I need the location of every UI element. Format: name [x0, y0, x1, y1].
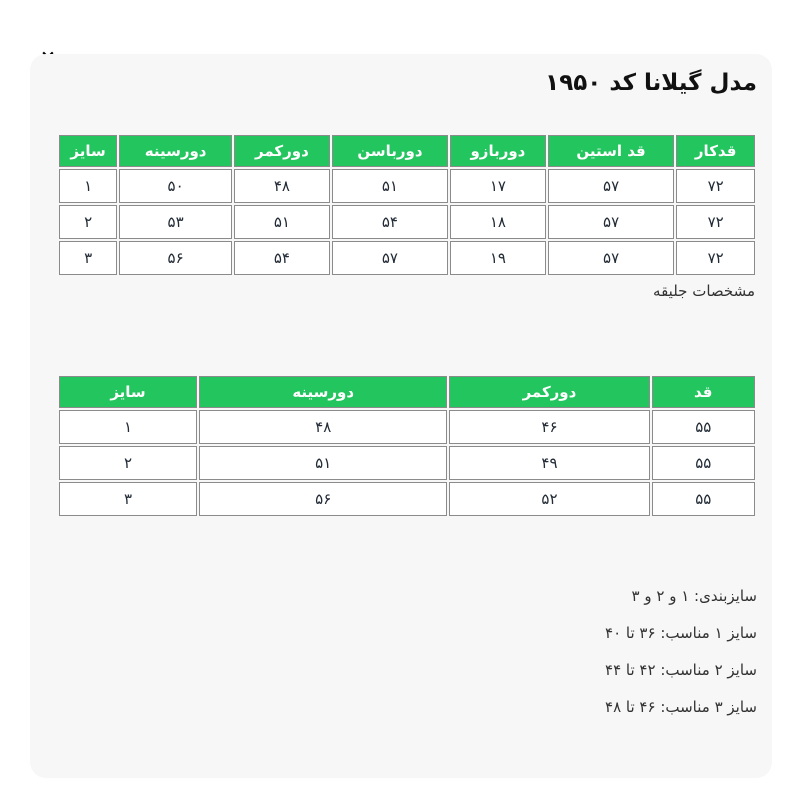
table-cell: ۱۸: [450, 205, 546, 239]
table-cell: ۱: [59, 410, 197, 444]
table-cell: ۴۹: [449, 446, 649, 480]
table-cell: ۵۴: [234, 241, 330, 275]
table-row: [59, 482, 755, 516]
table-cell: ۱۷: [450, 169, 546, 203]
table-cell: ۱۹: [450, 241, 546, 275]
table-cell: ۲: [59, 205, 117, 239]
table-cell: ۳: [59, 241, 117, 275]
table-cell: ۵۱: [199, 446, 447, 480]
vest-table: [57, 374, 757, 518]
table-cell: ۵۶: [199, 482, 447, 516]
column-header: دورکمر: [234, 135, 330, 167]
table-cell: ۵۵: [652, 410, 756, 444]
table-cell: ۵۱: [234, 205, 330, 239]
table-cell: ۴۶: [449, 410, 649, 444]
column-header: دورسینه: [119, 135, 232, 167]
table-cell: ۵۴: [332, 205, 448, 239]
column-header: دوربازو: [450, 135, 546, 167]
table-row: [59, 169, 755, 203]
table-cell: ۴۸: [234, 169, 330, 203]
table-cell: ۵۳: [119, 205, 232, 239]
measurements-table: [57, 133, 757, 277]
table-cell: ۵۶: [119, 241, 232, 275]
table-header-row: [59, 135, 755, 167]
column-header: سایز: [59, 376, 197, 408]
column-header: دورکمر: [449, 376, 649, 408]
table-cell: ۵۰: [119, 169, 232, 203]
column-header: قدکار: [676, 135, 755, 167]
sizing-note: سایز ۱ مناسب: ۳۶ تا ۴۰: [605, 624, 757, 642]
table-cell: ۵۵: [652, 482, 756, 516]
modal-title: مدل گیلانا کد ۱۹۵۰: [545, 70, 757, 96]
column-header: دورسینه: [199, 376, 447, 408]
table-row: [59, 241, 755, 275]
sizing-note: سایز ۳ مناسب: ۴۶ تا ۴۸: [605, 698, 757, 716]
table-header-row: [59, 376, 755, 408]
sizing-note: سایزبندی: ۱ و ۲ و ۳: [631, 587, 757, 605]
table-cell: ۲: [59, 446, 197, 480]
table-cell: ۷۲: [676, 241, 755, 275]
table-cell: ۵۲: [449, 482, 649, 516]
table-cell: ۵۷: [548, 205, 675, 239]
table-cell: ۵۷: [548, 241, 675, 275]
table-row: [59, 446, 755, 480]
column-header: قد استین: [548, 135, 675, 167]
sizing-notes: [57, 578, 757, 726]
column-header: دورباسن: [332, 135, 448, 167]
table-cell: ۷۲: [676, 169, 755, 203]
table-cell: ۵۷: [548, 169, 675, 203]
table-row: [59, 410, 755, 444]
table-cell: ۷۲: [676, 205, 755, 239]
table-cell: ۴۸: [199, 410, 447, 444]
table-cell: ۱: [59, 169, 117, 203]
column-header: سایز: [59, 135, 117, 167]
vest-spec-label: مشخصات جلیقه: [653, 282, 755, 300]
table-row: [59, 205, 755, 239]
column-header: قد: [652, 376, 756, 408]
size-chart-modal: [30, 54, 772, 778]
table-cell: ۵۱: [332, 169, 448, 203]
table-cell: ۳: [59, 482, 197, 516]
table-cell: ۵۵: [652, 446, 756, 480]
table-cell: ۵۷: [332, 241, 448, 275]
sizing-note: سایز ۲ مناسب: ۴۲ تا ۴۴: [605, 661, 757, 679]
